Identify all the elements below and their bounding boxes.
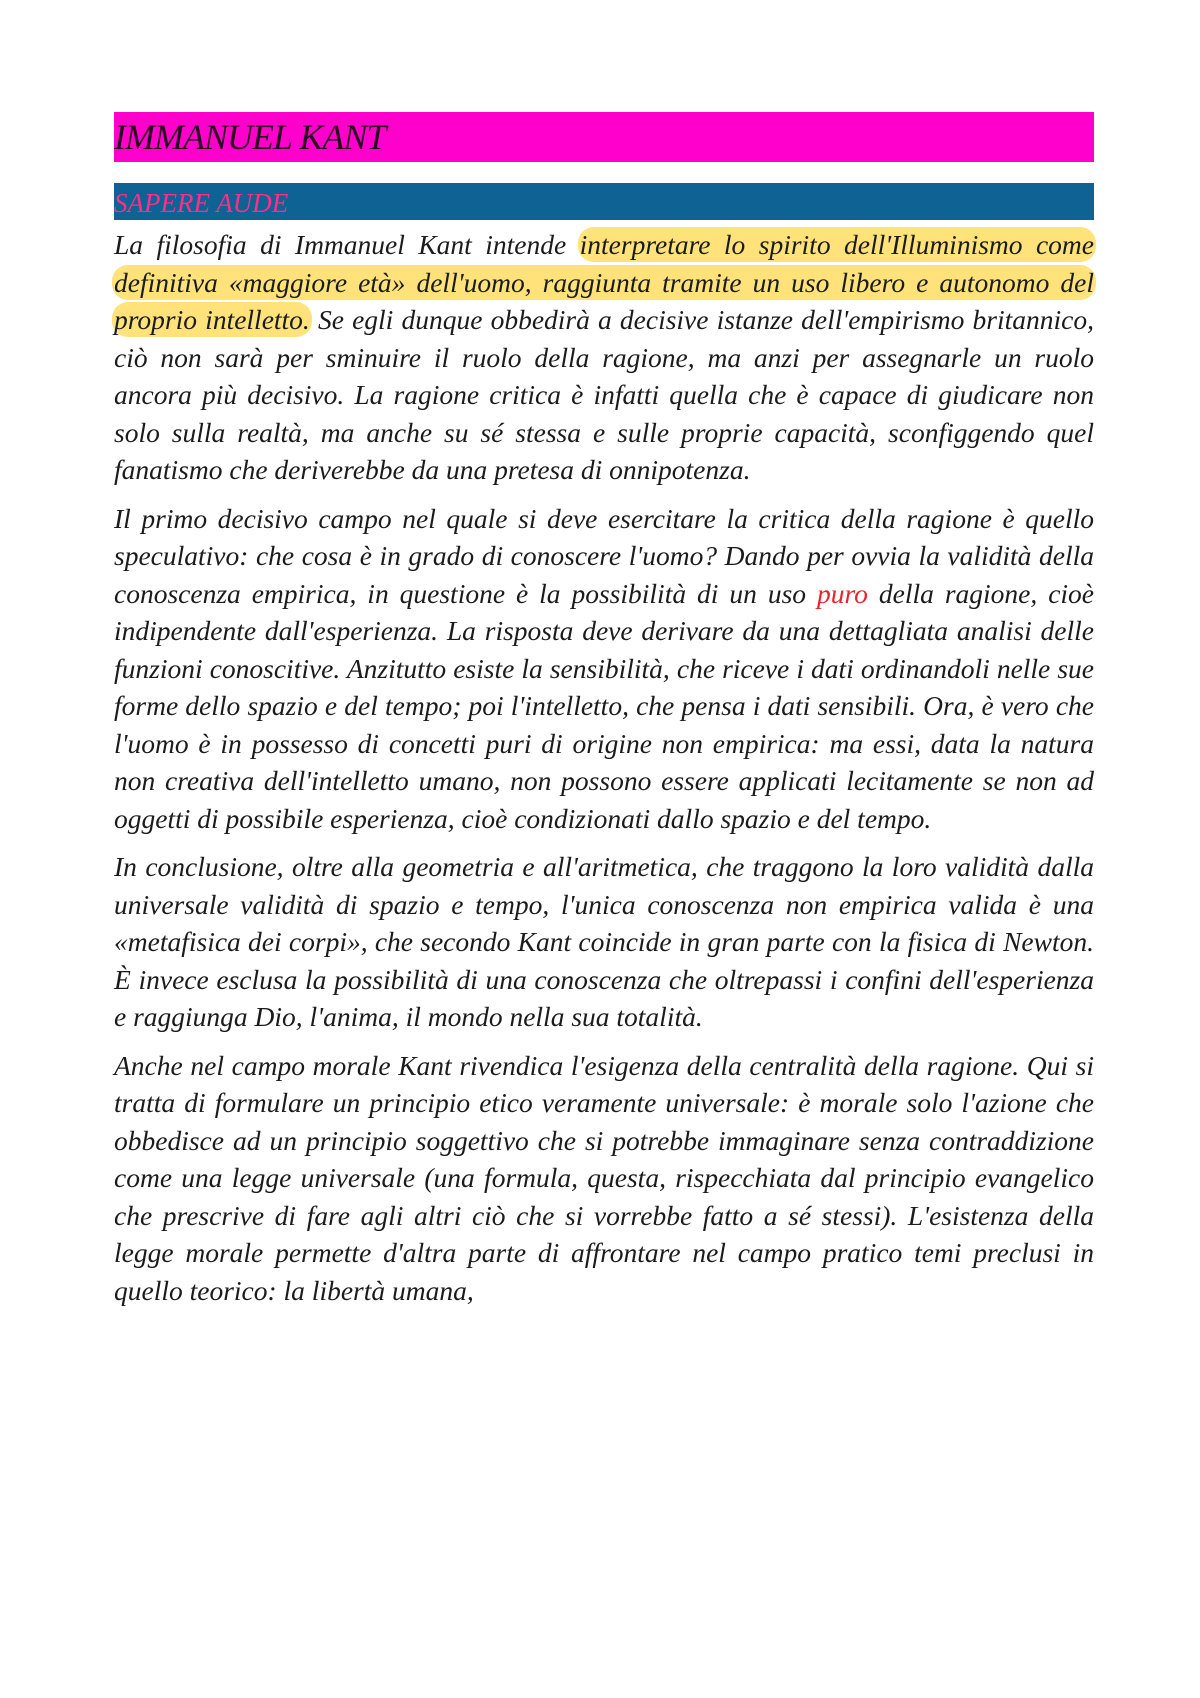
paragraph-1-rest: Se egli dunque obbedirà a decisive istanze dell'empirismo britannico, ciò non sarà per sminuire il ruolo della ragione, ma anzi per assegnarle un ruolo ancora più decisivo. La ragione critica è infatti quella che è capace di giudicare non solo sulla realtà, ma anche su sé stessa e sulle proprie capacità, sconfiggendo quel fanatismo che deriverebbe da una pretesa di onnipotenza. xyxy=(114,304,1095,485)
document-page xyxy=(114,112,1094,1320)
paragraph-3: In conclusione, oltre alla geometria e all'aritmetica, che traggono la loro validità dalla universale validità di spazio e tempo, l'unica conoscenza non empirica valida è una «metafisica dei corpi», che secondo Kant coincide in gran parte con la fisica di Newton. È invece esclusa la possibilità di una conoscenza che oltrepassi i confini dell'esperienza e raggiunga Dio, l'anima, il mondo nella sua totalità. xyxy=(114,851,1094,1032)
highlighted-passage: interpretare lo spirito dell'Illuminismo come definitiva «maggiore età» dell'uomo, raggiunta tramite un uso libero e autonomo del proprio intelletto. xyxy=(114,229,1094,335)
section-heading: SAPERE AUDE xyxy=(114,183,1094,220)
paragraph-1 xyxy=(114,226,1094,489)
document-title: IMMANUEL KANT xyxy=(114,112,1094,162)
paragraph-4: Anche nel campo morale Kant rivendica l'esigenza della centralità della ragione. Qui si tratta di formulare un principio etico veramente universale: è morale solo l'azione che obbedisce ad un principio soggettivo che si potrebbe immaginare senza contraddizione come una legge universale (una formula, questa, rispecchiata dal principio evangelico che prescrive di fare agli altri ciò che si vorrebbe fatto a sé stessi). L'esistenza della legge morale permette d'altra parte di affrontare nel campo pratico temi preclusi in quello teorico: la libertà umana, xyxy=(114,1049,1094,1306)
emphasized-word: puro xyxy=(817,577,868,609)
paragraph-2-rest: della ragione, cioè indipendente dall'esperienza. La risposta deve derivare da una dettagliata analisi delle funzioni conoscitive. Anzitutto esiste la sensibilità, che riceve i dati ordinandoli nelle sue forme dello spazio e del tempo; poi l'intelletto, che pensa i dati sensibili. Ora, è vero che l'uomo è in possesso di concetti puri di origine non empirica: ma essi, data la natura non creativa dell'intelletto umano, non possono essere applicati lecitamente se non ad oggetti di possibile esperienza, cioè condizionati dallo spazio e del tempo. xyxy=(114,577,1095,834)
paragraph-1-intro: La filosofia di Immanuel Kant intende xyxy=(114,229,580,260)
paragraph-2-intro: Il primo decisivo campo nel quale si deve esercitare la critica della ragione è quello speculativo: che cosa è in grado di conoscere l'uomo? Dando per ovvia la validità della conoscenza empirica, in questione è la possibilità di un uso xyxy=(114,502,1094,609)
paragraph-2 xyxy=(114,500,1094,838)
